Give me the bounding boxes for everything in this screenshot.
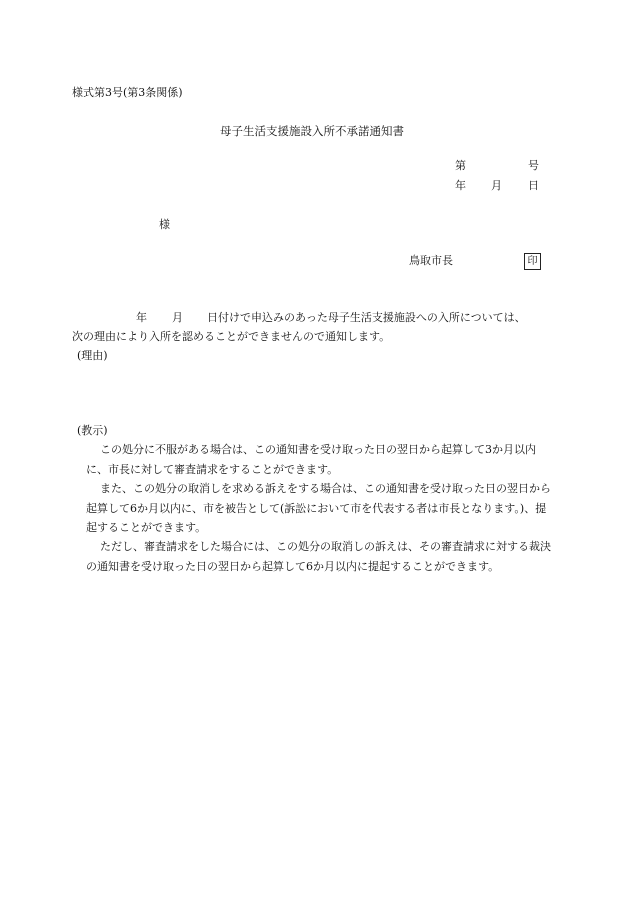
seal-mark: 印 <box>524 253 541 270</box>
instruction-heading: (教示) <box>77 424 108 437</box>
instruction-paragraph-2: また、この処分の取消しを求める訴えをする場合は、この通知書を受け取った日の翌日から起算して6か月以内に、市を被告として(訴訟において市を代表する者は市長となります。)、提起することができます。 <box>86 482 551 534</box>
body-month: 月 <box>172 311 183 324</box>
doc-number-prefix: 第 <box>455 159 466 172</box>
reason-heading: (理由) <box>77 349 108 362</box>
date-month: 月 <box>491 179 502 192</box>
date-day: 日 <box>528 179 539 192</box>
doc-number-suffix: 号 <box>528 159 539 172</box>
date-year: 年 <box>455 179 466 192</box>
body-line1: 日付けで申込みのあった母子生活支援施設への入所については、 <box>207 311 526 324</box>
body-line2: 次の理由により入所を認めることができませんので通知します。 <box>72 330 391 343</box>
document-title: 母子生活支援施設入所不承諾通知書 <box>220 124 404 138</box>
body-year: 年 <box>136 311 147 324</box>
addressee-suffix: 様 <box>159 218 170 231</box>
instruction-paragraph-1: この処分に不服がある場合は、この通知書を受け取った日の翌日から起算して3か月以内に、市長に対して審査請求をすることができます。 <box>86 443 536 476</box>
instruction-paragraph-3: ただし、審査請求をした場合には、この処分の取消しの訴えは、その審査請求に対する裁決の通知書を受け取った日の翌日から起算して6か月以内に提起することができます。 <box>86 540 551 573</box>
issuer-name: 鳥取市長 <box>409 254 453 267</box>
form-label: 様式第3号(第3条関係) <box>72 86 183 99</box>
